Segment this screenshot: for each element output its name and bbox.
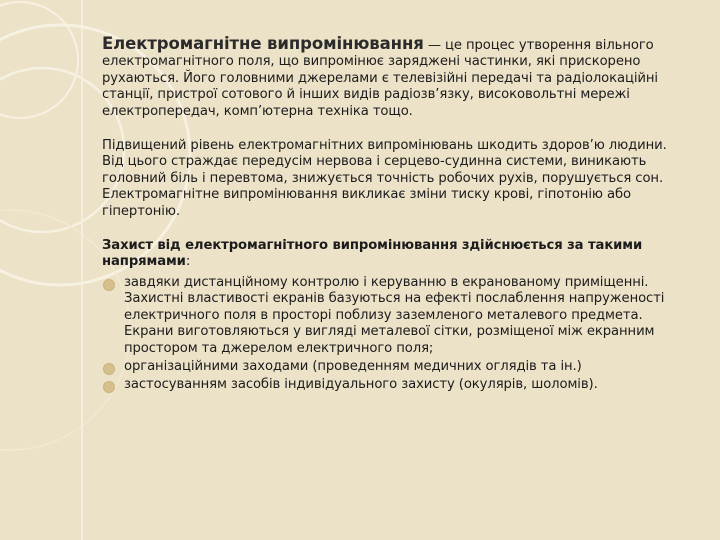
title-definition: — це процес утворення вільного електромагнітного поля, що випромінює заряджені частинки, які прискорено рухаються. Його головними джерелами є телевізійні передачі та радіолокаційні станції, пристрої сотового й інших видів радіозв’язку, високовольтні мережі електропередач, комп’ютерна техніка тощо. (102, 38, 658, 119)
list-item (102, 359, 686, 375)
list-item (102, 275, 686, 357)
health-effects-paragraph: Підвищений рівень електромагнітних випромінювань шкодить здоров’ю людини. Від цього страждає передусім нервова і серцево-судинна системи, виникають головний біль і перевтома, знижується точність робочих рухів, порушується сон. Електромагнітне випромінювання викликає зміни тиску крові, гіпотонію або гіпертонію. (102, 138, 667, 219)
protection-section (102, 238, 686, 394)
list-item-text: завдяки дистанційному контролю і керуванню в екранованому приміщенні. Захистні властивості екранів базуються на ефекті послаблення напруженості електричного поля в просторі поблизу заземленого металевого предмета. Екрани виготовляються у вигляді металевої сітки, розміщеної між екранним простором та джерелом електричного поля; (124, 274, 665, 356)
list-item-text: організаційними заходами (проведенням медичних оглядів та ін.) (124, 358, 582, 374)
protection-heading-colon: : (185, 254, 191, 270)
intro-paragraph (102, 36, 686, 120)
list-item (102, 377, 686, 393)
slide-title: Електромагнітне випромінювання (102, 34, 424, 53)
protection-heading-line (102, 238, 686, 271)
bullet-icon (103, 363, 115, 375)
bullet-icon (103, 381, 115, 393)
protection-list (102, 275, 686, 394)
slide-content (102, 36, 686, 396)
protection-heading: Захист від електромагнітного випромінювання здійснюється за такими напрямами (102, 238, 643, 270)
bullet-icon (103, 279, 115, 291)
list-item-text: застосуванням засобів індивідуального захисту (окулярів, шоломів). (124, 377, 598, 393)
